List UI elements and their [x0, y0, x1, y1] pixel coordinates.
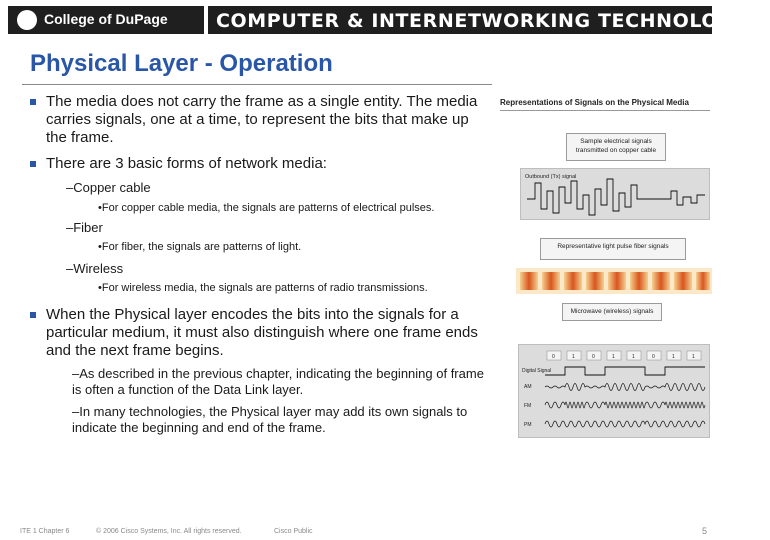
row-label-digital: Digital Signal	[522, 368, 552, 374]
figure-divider	[500, 110, 710, 111]
fiber-light-pulses	[516, 268, 712, 294]
bit-label: 0	[592, 354, 595, 360]
bullet-media-forms	[30, 155, 488, 173]
copper-caption: Sample electrical signals transmitted on copper cable	[566, 133, 666, 161]
fiber-caption: Representative light pulse fiber signals	[540, 238, 686, 260]
page-number: 5	[702, 526, 708, 536]
wireless-signal-panel	[518, 344, 710, 438]
pm-wave	[545, 421, 705, 427]
bullet-text: The media does not carry the frame as a single entity. The media carries signals, one at a time, to represent the bits that make up the frame.	[46, 93, 478, 146]
media-fiber: –Fiber	[66, 220, 103, 235]
am-wave	[545, 384, 705, 391]
copper-signal-panel	[520, 168, 710, 220]
college-logo-icon	[16, 9, 38, 31]
header-band	[0, 0, 770, 40]
media-wireless: –Wireless	[66, 261, 124, 276]
bullet-text: There are 3 basic forms of network media:	[46, 155, 327, 172]
college-name: College of DuPage	[44, 11, 168, 27]
media-copper-note: •For copper cable media, the signals are patterns of electrical pulses.	[98, 202, 435, 214]
bullet-text: When the Physical layer encodes the bits into the signals for a particular medium, it must also distinguish where one frame ends and the next frame begins.	[46, 306, 478, 359]
sub-point-physical-signals: –In many technologies, the Physical layer may add its own signals to indicate the beginning and end of the frame.	[72, 404, 468, 435]
bit-label: 1	[572, 354, 575, 360]
footer-course: ITE 1 Chapter 6	[20, 528, 70, 535]
row-label-pm: PM	[524, 422, 532, 428]
wireless-caption: Microwave (wireless) signals	[562, 303, 662, 321]
title-divider	[22, 84, 492, 85]
modulation-graphic	[519, 345, 711, 439]
footer-copyright: © 2006 Cisco Systems, Inc. All rights reserved.	[96, 528, 242, 535]
slide-title: Physical Layer - Operation	[30, 50, 333, 77]
copper-panel-label: Outbound (Tx) signal	[525, 174, 577, 180]
bit-label: 0	[552, 354, 555, 360]
bullet-frame-delimiting	[30, 306, 492, 360]
media-copper: –Copper cable	[66, 180, 151, 195]
fm-wave	[545, 402, 705, 408]
copper-signal-graphic	[521, 169, 711, 221]
media-wireless-note: •For wireless media, the signals are patterns of radio transmissions.	[98, 282, 428, 294]
bullet-square-icon	[30, 161, 36, 167]
bullet-square-icon	[30, 312, 36, 318]
bit-label: 1	[692, 354, 695, 360]
bit-label: 1	[632, 354, 635, 360]
figure-title: Representations of Signals on the Physical Media	[500, 98, 689, 107]
bit-label: 1	[612, 354, 615, 360]
row-label-am: AM	[524, 384, 532, 390]
bit-label: 1	[672, 354, 675, 360]
bullet-square-icon	[30, 99, 36, 105]
bit-label: 0	[652, 354, 655, 360]
row-label-fm: FM	[524, 403, 532, 409]
banner-title: COMPUTER & INTERNETWORKING TECHNOLOGIES	[216, 10, 770, 32]
sub-point-data-link: –As described in the previous chapter, indicating the beginning of frame is often a function of the Data Link layer.	[72, 366, 484, 397]
media-fiber-note: •For fiber, the signals are patterns of light.	[98, 241, 302, 253]
footer-classification: Cisco Public	[274, 528, 313, 535]
bullet-media-signals	[30, 93, 488, 147]
